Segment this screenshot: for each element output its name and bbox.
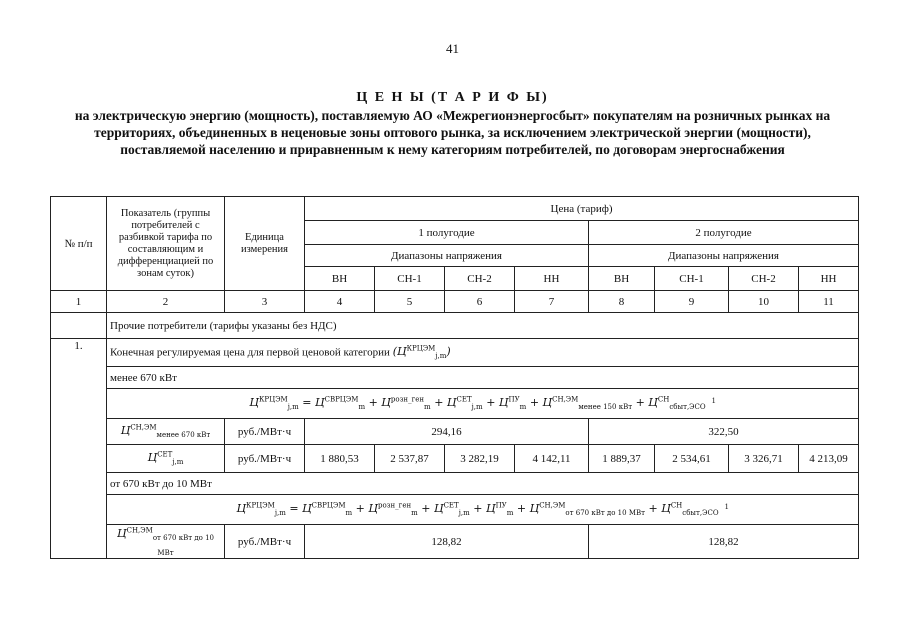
set-value: 4 213,09: [799, 445, 859, 473]
set-value: 4 142,11: [515, 445, 589, 473]
sn-em-h2-value-2: 128,82: [589, 525, 859, 559]
header-indicator: Показатель (группы потребителей с разбивкой тарифа по составляющим и дифференциацией по зонам суток): [107, 197, 225, 291]
voltage-nn-1: НН: [515, 267, 589, 291]
set-value: 2 534,61: [655, 445, 729, 473]
empty-cell: [51, 313, 107, 339]
item-description: [107, 339, 859, 367]
voltage-sn1-1: СН-1: [375, 267, 445, 291]
header-ranges-2: Диапазоны напряжения: [589, 245, 859, 267]
tariff-table: [50, 196, 859, 559]
item-description-text: Конечная регулируемая цена для первой ценовой категории: [110, 346, 390, 359]
unit-cell: руб./МВт·ч: [225, 445, 305, 473]
formula-symbol: $(Ц^{КРЦЭМ}_{j,m})$: [392, 344, 451, 361]
document-subtitle: на электрическую энергию (мощность), поставляемую АО «Межрегионэнергосбыт» покупателям на розничных рынках на территориях, объединенных в неценовые зоны оптового рынка, за исключением электрической энергии (мощности), поставляемой населению и приравненным к нему категориям потребителей, по договорам энергоснабжения: [74, 108, 831, 157]
voltage-vn-2: ВН: [589, 267, 655, 291]
col-number: 4: [305, 291, 375, 313]
voltage-vn-1: ВН: [305, 267, 375, 291]
sn-em-h2-value: 322,50: [589, 419, 859, 445]
sn-em-label-less-670: $Ц^{СН,ЭМ}_{менее 670 кВт}$: [107, 419, 225, 445]
col-number: 8: [589, 291, 655, 313]
set-value: 3 326,71: [729, 445, 799, 473]
set-value: 1 889,37: [589, 445, 655, 473]
col-number: 9: [655, 291, 729, 313]
set-value: 2 537,87: [375, 445, 445, 473]
set-value: 1 880,53: [305, 445, 375, 473]
band-label-less-670: менее 670 кВт: [107, 367, 859, 389]
unit-cell: руб./МВт·ч: [225, 525, 305, 559]
item-number: 1.: [51, 339, 107, 559]
sn-em-h1-value: 294,16: [305, 419, 589, 445]
voltage-nn-2: НН: [799, 267, 859, 291]
sn-em-h1-value-2: 128,82: [305, 525, 589, 559]
voltage-sn2-2: СН-2: [729, 267, 799, 291]
col-number: 5: [375, 291, 445, 313]
header-num: № п/п: [51, 197, 107, 291]
set-value: 3 282,19: [445, 445, 515, 473]
col-number: 1: [51, 291, 107, 313]
document-title: Ц Е Н Ы (Т А Р И Ф Ы): [356, 90, 549, 105]
formula2-sub: от 670 кВт до 10 МВт: [565, 509, 646, 518]
header-ranges-1: Диапазоны напряжения: [305, 245, 589, 267]
col-number: 3: [225, 291, 305, 313]
col-number: 10: [729, 291, 799, 313]
col-number: 7: [515, 291, 589, 313]
page-number: 41: [446, 41, 459, 56]
sn-em-label-670-10mw: $Ц^{СН,ЭМ}_{от 670 кВт до 10 МВт}$: [107, 525, 225, 559]
header-unit: Единица измерения: [225, 197, 305, 291]
formula-less-670: $Ц^{КРЦЭМ}_{j,m} = Ц^{СВРЦЭМ}_m + Ц^{розн\_ген}_m + Ц^{СЕТ}_{j,m} + Ц^{ПУ}_m + Ц^{СН,ЭМ}_{менее 150 кВт} + Ц^{СН}_{сбыт,ЭСО}^1$: [107, 389, 859, 419]
footnote-mark: 1: [711, 395, 716, 405]
voltage-sn1-2: СН-1: [655, 267, 729, 291]
header-half1: 1 полугодие: [305, 221, 589, 245]
col-number: 11: [799, 291, 859, 313]
band-label-670-10mw: от 670 кВт до 10 МВт: [107, 473, 859, 495]
section-title: Прочие потребители (тарифы указаны без НДС): [107, 313, 859, 339]
footnote-mark: 1: [724, 501, 729, 511]
voltage-sn2-1: СН-2: [445, 267, 515, 291]
header-price: Цена (тариф): [305, 197, 859, 221]
formula1-sub: менее 150 кВт: [578, 403, 633, 412]
col-number: 6: [445, 291, 515, 313]
unit-cell: руб./МВт·ч: [225, 419, 305, 445]
header-half2: 2 полугодие: [589, 221, 859, 245]
formula-670-10mw: $Ц^{КРЦЭМ}_{j,m} = Ц^{СВРЦЭМ}_m + Ц^{розн\_ген}_m + Ц^{СЕТ}_{j,m} + Ц^{ПУ}_m + Ц^{СН,ЭМ}_{от 670 кВт до 10 МВт} + Ц^{СН}_{сбыт,ЭСО}^1$: [107, 495, 859, 525]
set-label: $Ц^{СЕТ}_{j,m}$: [107, 445, 225, 473]
col-number: 2: [107, 291, 225, 313]
